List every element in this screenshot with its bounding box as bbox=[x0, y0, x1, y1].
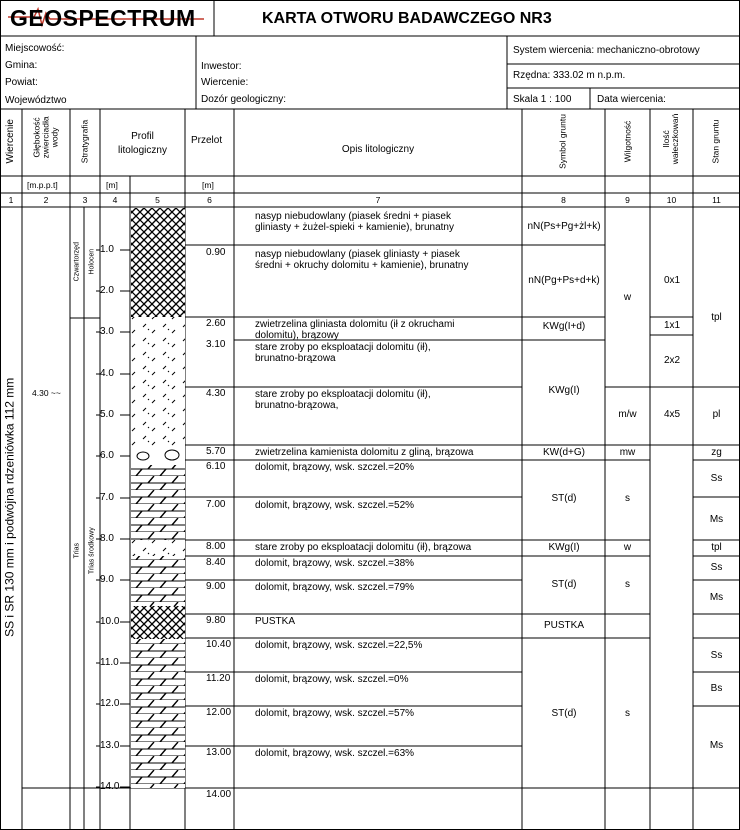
desc-row: dolomit, brązowy, wsk. szczel.=22,5% bbox=[255, 640, 423, 651]
info-powiat: Powiat: bbox=[5, 77, 38, 88]
info-wiercenie: Wiercenie: bbox=[201, 77, 249, 88]
col-przelot: Przelot bbox=[191, 135, 223, 146]
col-stan: Stan gruntu bbox=[710, 119, 721, 164]
wiercenie-method: SS i SR 130 mm i podwójna rdzeniówka 112 mm bbox=[2, 377, 17, 637]
unit-m-przelot: [m] bbox=[202, 180, 214, 190]
info-data-wiercenia: Data wiercenia: bbox=[597, 94, 666, 105]
desc-row: dolomit, brązowy, wsk. szczel.=38% bbox=[255, 558, 415, 569]
desc-row: dolomit, brązowy, wsk. szczel.=63% bbox=[255, 748, 415, 759]
unit-mppt: [m.p.p.t] bbox=[27, 180, 58, 190]
water-level: 4.30 ~~ bbox=[32, 388, 61, 398]
info-inwestor: Inwestor: bbox=[201, 61, 242, 72]
strat-trias: Trias bbox=[73, 543, 81, 559]
strat-trias-srodkowy: Trias środkowy bbox=[88, 527, 96, 575]
info-wojewodztwo: Województwo bbox=[5, 95, 67, 106]
info-skala: Skala 1 : 100 bbox=[513, 94, 572, 105]
desc-row: nasyp niebudowlany (piasek średni + piasek gliniasty + żużel-spieki + kamienie), brunatny bbox=[255, 211, 454, 233]
desc-row: nasyp niebudowlany (piasek gliniasty + piasek średni + okruchy dolomitu + kamienie), brunatny bbox=[255, 249, 469, 271]
col-glebokosc: Głębokość zwierciadła wody bbox=[31, 116, 60, 159]
col-wilgotnosc: Wilgotność bbox=[622, 120, 633, 163]
info-dozor: Dozór geologiczny: bbox=[201, 94, 287, 105]
desc-row: zwietrzelina kamienista dolomitu z gliną, brązowa bbox=[255, 447, 474, 458]
desc-row: PUSTKA bbox=[255, 616, 296, 627]
col-symbol: Symbol gruntu bbox=[557, 114, 568, 169]
desc-row: stare zroby po eksploatacji dolomitu (ił), brunatno-brązowa bbox=[255, 342, 431, 364]
strat-holocen: Holocen bbox=[88, 248, 96, 275]
info-rzedna: Rzędna: 333.02 m n.p.m. bbox=[513, 70, 626, 81]
unit-m-depth: [m] bbox=[106, 180, 118, 190]
desc-row: stare zroby po eksploatacji dolomitu (ił), brązowa bbox=[255, 542, 472, 553]
col-profil: Profil litologiczny bbox=[118, 131, 167, 156]
desc-row: dolomit, brązowy, wsk. szczel.=57% bbox=[255, 708, 415, 719]
col-opis: Opis litologiczny bbox=[341, 144, 415, 155]
logo bbox=[4, 3, 210, 33]
col-stratygrafia: Stratygrafia bbox=[79, 119, 90, 164]
info-miejscowosc: Miejscowość: bbox=[5, 43, 65, 54]
info-gmina: Gmina: bbox=[5, 60, 38, 71]
col-wiercenie: Wiercenie bbox=[4, 119, 16, 164]
desc-row: stare zroby po eksploatacji dolomitu (ił), brunatno-brązowa, bbox=[255, 389, 431, 411]
info-system: System wiercenia: mechaniczno-obrotowy bbox=[513, 45, 700, 56]
logo-text: GEOSPECTRUM bbox=[10, 5, 196, 31]
strat-czwartorzed: Czwartorzęd bbox=[73, 242, 81, 282]
desc-row: dolomit, brązowy, wsk. szczel.=20% bbox=[255, 462, 415, 473]
desc-row: dolomit, brązowy, wsk. szczel.=52% bbox=[255, 500, 415, 511]
page-title: KARTA OTWORU BADAWCZEGO NR3 bbox=[262, 10, 552, 27]
desc-row: dolomit, brązowy, wsk. szczel.=79% bbox=[255, 582, 415, 593]
desc-row: dolomit, brązowy, wsk. szczel.=0% bbox=[255, 674, 409, 685]
desc-row: zwietrzelina gliniasta dolomitu (ił z okruchami dolomitu), brązowy bbox=[255, 319, 455, 341]
col-ilosc: Ilość wałeczkowań bbox=[661, 113, 680, 165]
